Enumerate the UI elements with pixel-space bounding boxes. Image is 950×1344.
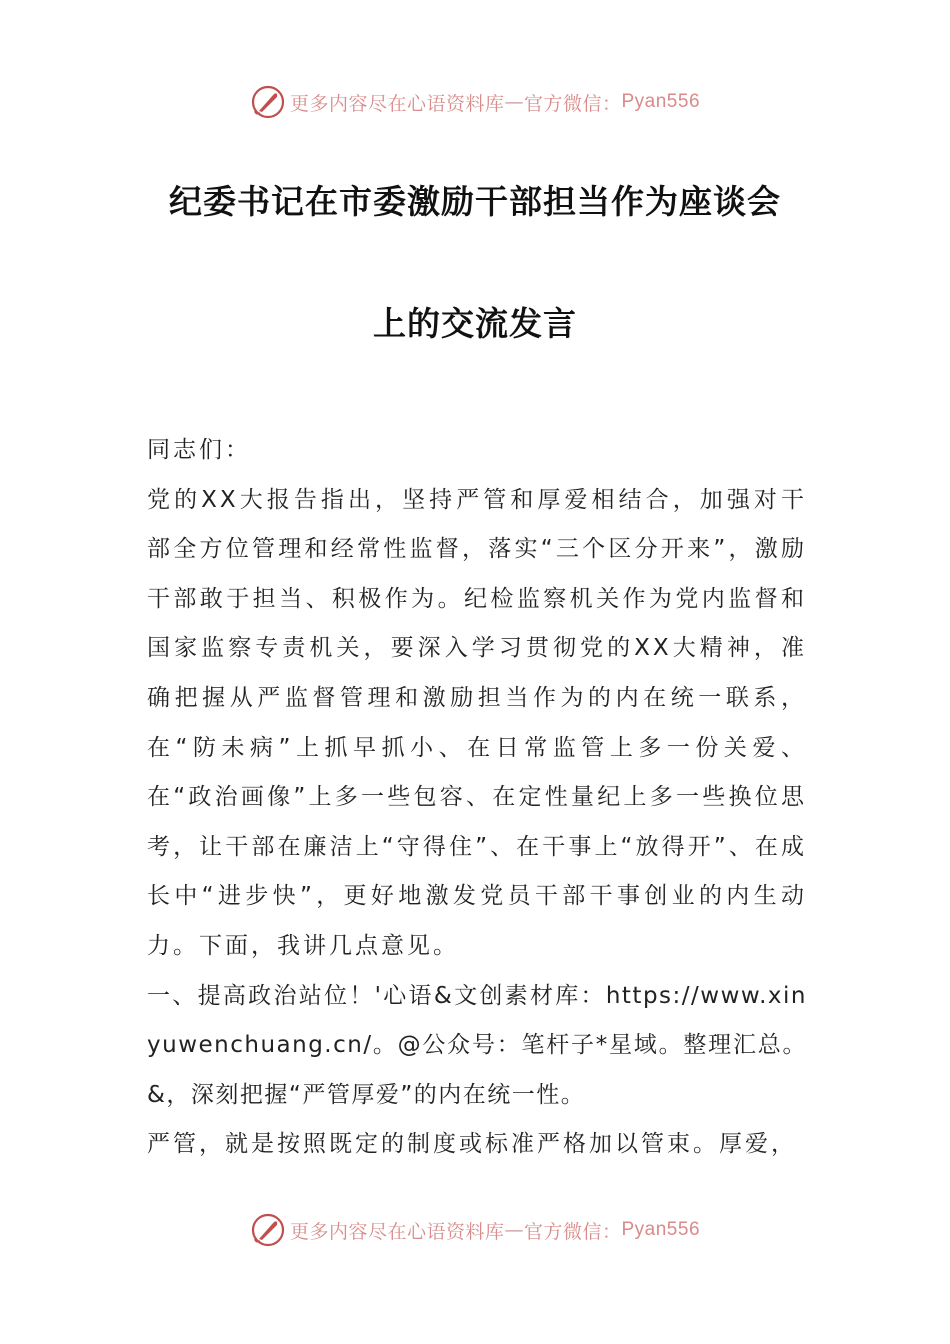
footer-contact-account: Pyan556 — [621, 1219, 701, 1240]
paragraph-1: 党的XX大报告指出，坚持严管和厚爱相结合，加强对干部全方位管理和经常性监督，落实“三个区分开来”，激励干部敢于担当、积极作为。纪检监察机关作为党内监督和国家监察专责机关，要深入学习贯彻党的XX大精神，准确把握从严监督管理和激励担当作为的内在统一联系，在“防未病”上抓早抓小、在日常监管上多一份关爱、在“政治画像”上多一些包容、在定性量纪上多一些换位思考，让干部在廉洁上“守得住”、在干事上“放得开”、在成长中“进步快”，更好地激发党员干部干事创业的内生动力。下面，我讲几点意见。 — [147, 486, 807, 959]
document-title-line1: 纪委书记在市委激励干部担当作为座谈会 — [169, 182, 781, 221]
header-contact-label: 官方微信： — [523, 92, 622, 115]
quill-logo-icon — [250, 84, 286, 120]
document-body — [147, 426, 807, 1170]
header-banner-separator: — — [504, 91, 524, 113]
paragraph-2: 严管，就是按照既定的制度或标准严格加以管束。厚爱， — [147, 1131, 797, 1158]
footer-watermark-banner — [0, 1208, 950, 1252]
footer-banner-text: 更多内容尽在心语资料库 — [289, 1220, 505, 1243]
footer-banner-separator: — — [504, 1219, 524, 1241]
salutation: 同志们： — [147, 437, 251, 463]
section-1-heading: 一、提高政治站位！'心语&文创素材库：https://www.xinyuwenchuang.cn/。@公众号：笔杆子*星域。整理汇总。&，深刻把握“严管厚爱”的内在统一性。 — [147, 982, 807, 1108]
document-title-line2: 上的交流发言 — [373, 304, 577, 343]
header-contact-account: Pyan556 — [621, 91, 701, 112]
header-watermark-banner — [0, 80, 950, 124]
header-banner-text: 更多内容尽在心语资料库 — [289, 92, 505, 115]
quill-logo-icon — [250, 1212, 286, 1248]
footer-contact-label: 官方微信： — [523, 1220, 622, 1243]
